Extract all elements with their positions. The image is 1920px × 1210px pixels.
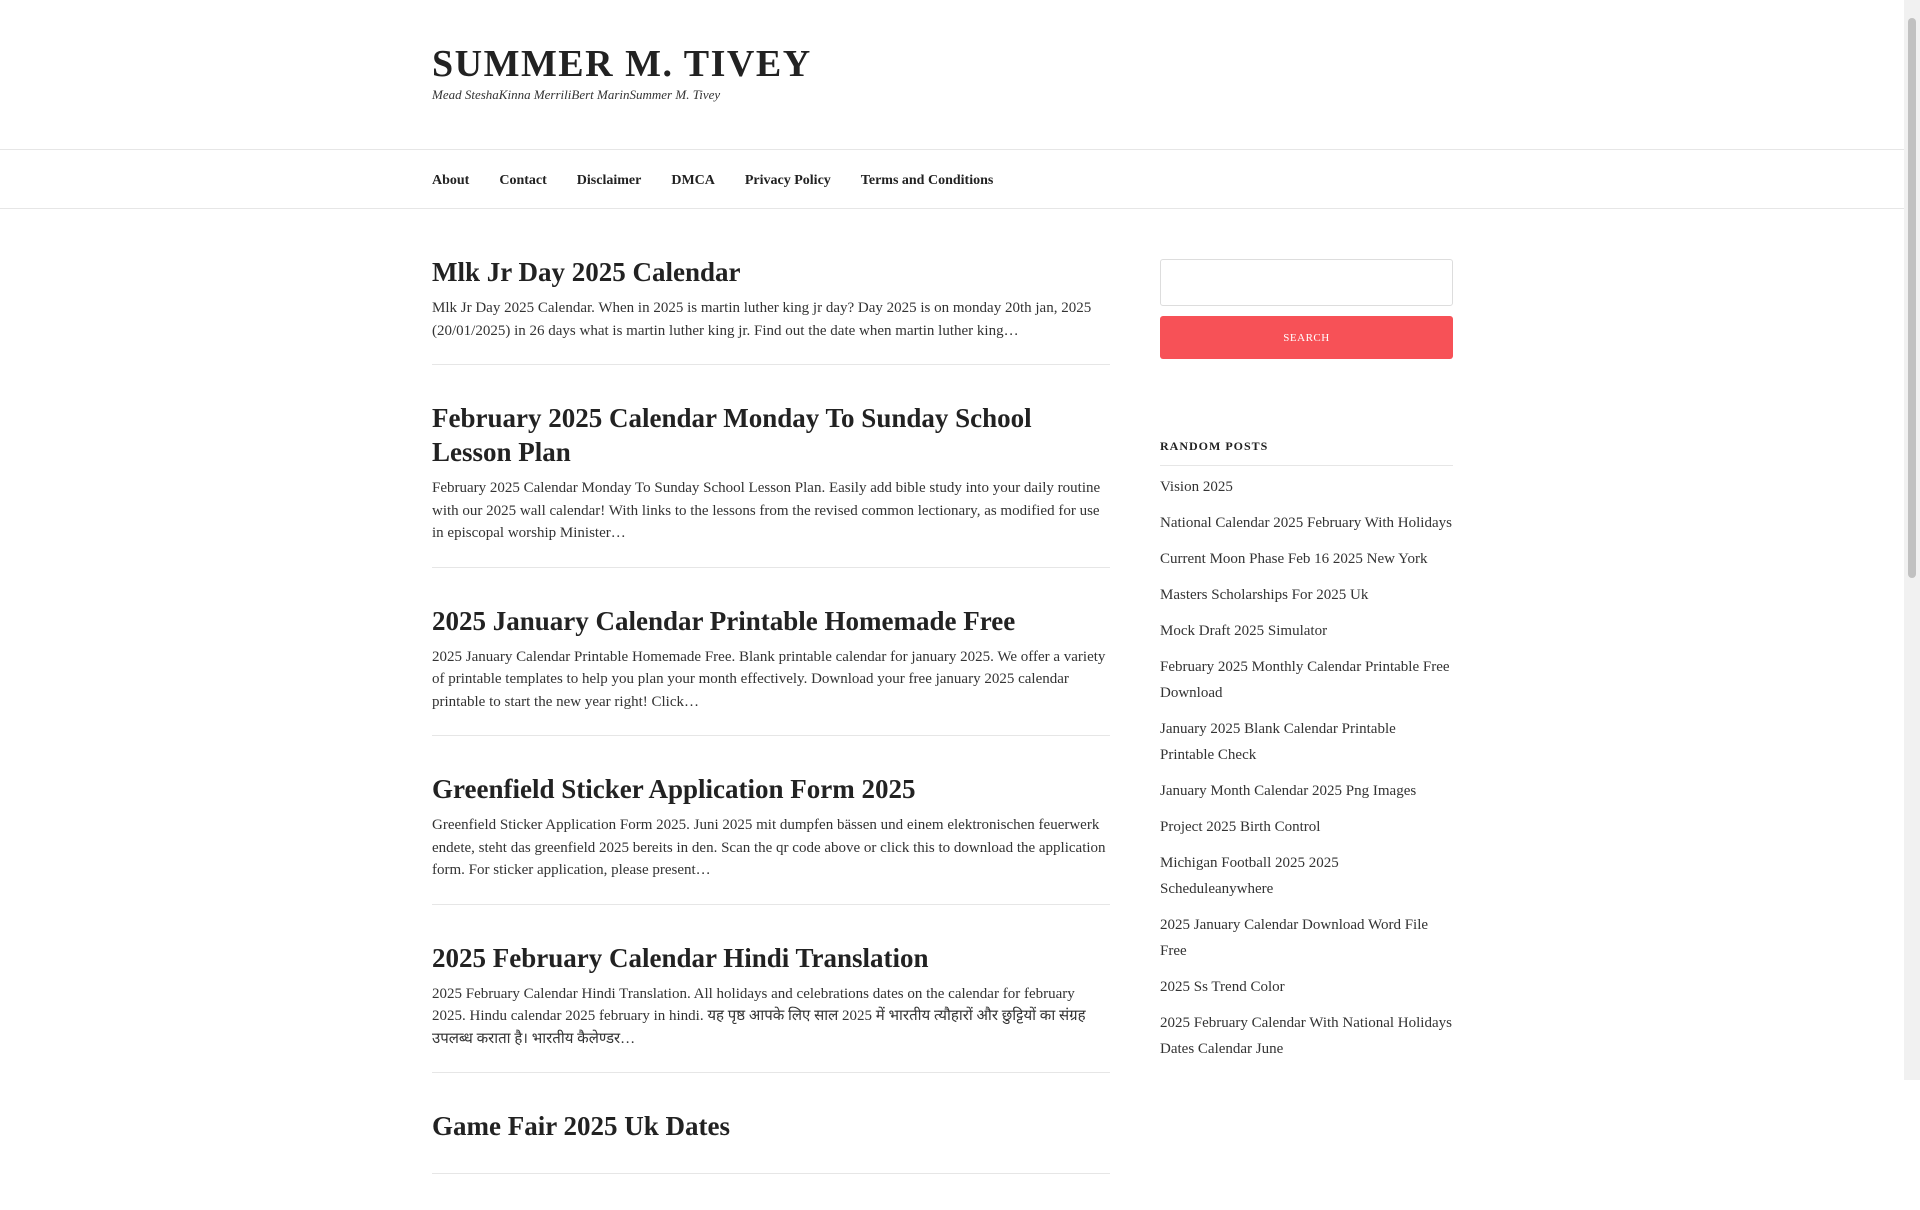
random-post-link[interactable]: Project 2025 Birth Control (1160, 819, 1321, 835)
post-title-link[interactable]: Mlk Jr Day 2025 Calendar (432, 257, 741, 287)
post-excerpt: 2025 February Calendar Hindi Translation. All holidays and celebrations dates on the calendar for february 2025. Hindu calendar 2025 february in hindi. यह पृष्ठ आपके लिए साल 2025 में भारतीय त्यौहारों और छुट्टियों का संग्रह उपलब्ध कराता है। भारतीय कैलेण्डर… (432, 985, 1086, 1047)
random-post-link[interactable]: Mock Draft 2025 Simulator (1160, 623, 1328, 639)
nav-link-disclaimer[interactable]: Disclaimer (576, 172, 642, 188)
post-excerpt: Mlk Jr Day 2025 Calendar. When in 2025 is martin luther king jr day? Day 2025 is on monday 20th jan, 2025 (20/01/2025) in 26 days what is martin luther king jr. Find out the date when martin luther king… (432, 300, 1092, 339)
random-post-link[interactable]: January 2025 Blank Calendar Printable Printable Check (1160, 721, 1396, 763)
nav-menu (432, 150, 1023, 209)
post-title-link[interactable]: 2025 February Calendar Hindi Translation (432, 942, 929, 973)
random-post-link[interactable]: February 2025 Monthly Calendar Printable Free Download (1160, 659, 1450, 701)
sidebar (1160, 259, 1453, 1072)
nav-link-contact[interactable]: Contact (499, 172, 547, 188)
post-item (432, 255, 1110, 365)
site-title-link[interactable]: SUMMER M. TIVEY (432, 43, 812, 85)
scrollbar-thumb[interactable] (1908, 18, 1916, 578)
main-navigation (0, 150, 1904, 209)
list-item (1160, 778, 1453, 804)
post-title-link[interactable]: Greenfield Sticker Application Form 2025 (432, 774, 916, 804)
post-title-link[interactable]: February 2025 Calendar Monday To Sunday School Lesson Plan (432, 403, 1032, 467)
random-post-link[interactable]: Michigan Football 2025 2025 Scheduleanywhere (1160, 855, 1339, 897)
post-item (432, 604, 1110, 737)
random-posts-title: RANDOM POSTS (1160, 439, 1453, 466)
nav-item-disclaimer (577, 171, 642, 189)
list-item (1160, 546, 1453, 572)
post-item (432, 1109, 1110, 1174)
list-item (1160, 618, 1453, 644)
vertical-scrollbar[interactable] (1904, 0, 1920, 1080)
nav-item-contact (499, 171, 546, 189)
site-tagline: Mead SteshaKinna MerriliBert MarinSummer M. Tivey (432, 87, 721, 102)
post-item (432, 941, 1110, 1074)
post-list (432, 255, 1110, 1210)
post-excerpt: February 2025 Calendar Monday To Sunday School Lesson Plan. Easily add bible study into your daily routine with our 2025 wall calendar! With links to the lessons from the revised common lectionary, as modified for use in episcopal worship Minister… (432, 480, 1101, 541)
search-input[interactable] (1160, 259, 1453, 306)
list-item (1160, 654, 1453, 706)
random-post-link[interactable]: Masters Scholarships For 2025 Uk (1160, 587, 1369, 603)
post-excerpt: Greenfield Sticker Application Form 2025. Juni 2025 mit dumpfen bässen und einem elektronischen feuerwerk endete, steht das greenfield 2025 bereits in den. Scan the qr code above or click this to download the application form. For sticker application, please present… (432, 817, 1106, 878)
post-title-link[interactable]: Game Fair 2025 Uk Dates (432, 1111, 730, 1141)
search-form (1160, 259, 1453, 359)
post-item (432, 772, 1110, 905)
random-post-link[interactable]: Current Moon Phase Feb 16 2025 New York (1160, 551, 1428, 567)
nav-link-privacy-policy[interactable]: Privacy Policy (744, 172, 831, 188)
random-post-link[interactable]: 2025 January Calendar Download Word File Free (1160, 917, 1429, 959)
nav-item-terms (861, 171, 994, 189)
random-post-link[interactable]: Vision 2025 (1160, 479, 1233, 495)
nav-link-dmca[interactable]: DMCA (671, 172, 715, 188)
nav-item-privacy-policy (745, 171, 831, 189)
random-posts-list (1160, 474, 1453, 1062)
random-post-link[interactable]: National Calendar 2025 February With Holidays (1160, 515, 1452, 531)
list-item (1160, 1010, 1453, 1062)
post-item (432, 401, 1110, 568)
nav-link-terms[interactable]: Terms and Conditions (860, 172, 994, 188)
random-post-link[interactable]: 2025 Ss Trend Color (1160, 979, 1285, 995)
search-button[interactable]: SEARCH (1160, 316, 1453, 359)
list-item (1160, 510, 1453, 536)
nav-item-dmca (671, 171, 715, 189)
list-item (1160, 582, 1453, 608)
list-item (1160, 474, 1453, 500)
random-post-link[interactable]: January Month Calendar 2025 Png Images (1160, 783, 1417, 799)
list-item (1160, 716, 1453, 768)
random-post-link[interactable]: 2025 February Calendar With National Holidays Dates Calendar June (1160, 1015, 1452, 1057)
list-item (1160, 974, 1453, 1000)
list-item (1160, 814, 1453, 840)
list-item (1160, 850, 1453, 902)
list-item (1160, 912, 1453, 964)
site-header (0, 0, 1904, 150)
nav-link-about[interactable]: About (432, 172, 470, 188)
nav-item-about (432, 171, 469, 189)
post-excerpt: 2025 January Calendar Printable Homemade Free. Blank printable calendar for january 2025. We offer a variety of printable templates to help you plan your month effectively. Download your free january 2025 calendar printable to start the new year right! Click… (432, 648, 1106, 710)
post-title-link[interactable]: 2025 January Calendar Printable Homemade Free (432, 605, 1016, 636)
